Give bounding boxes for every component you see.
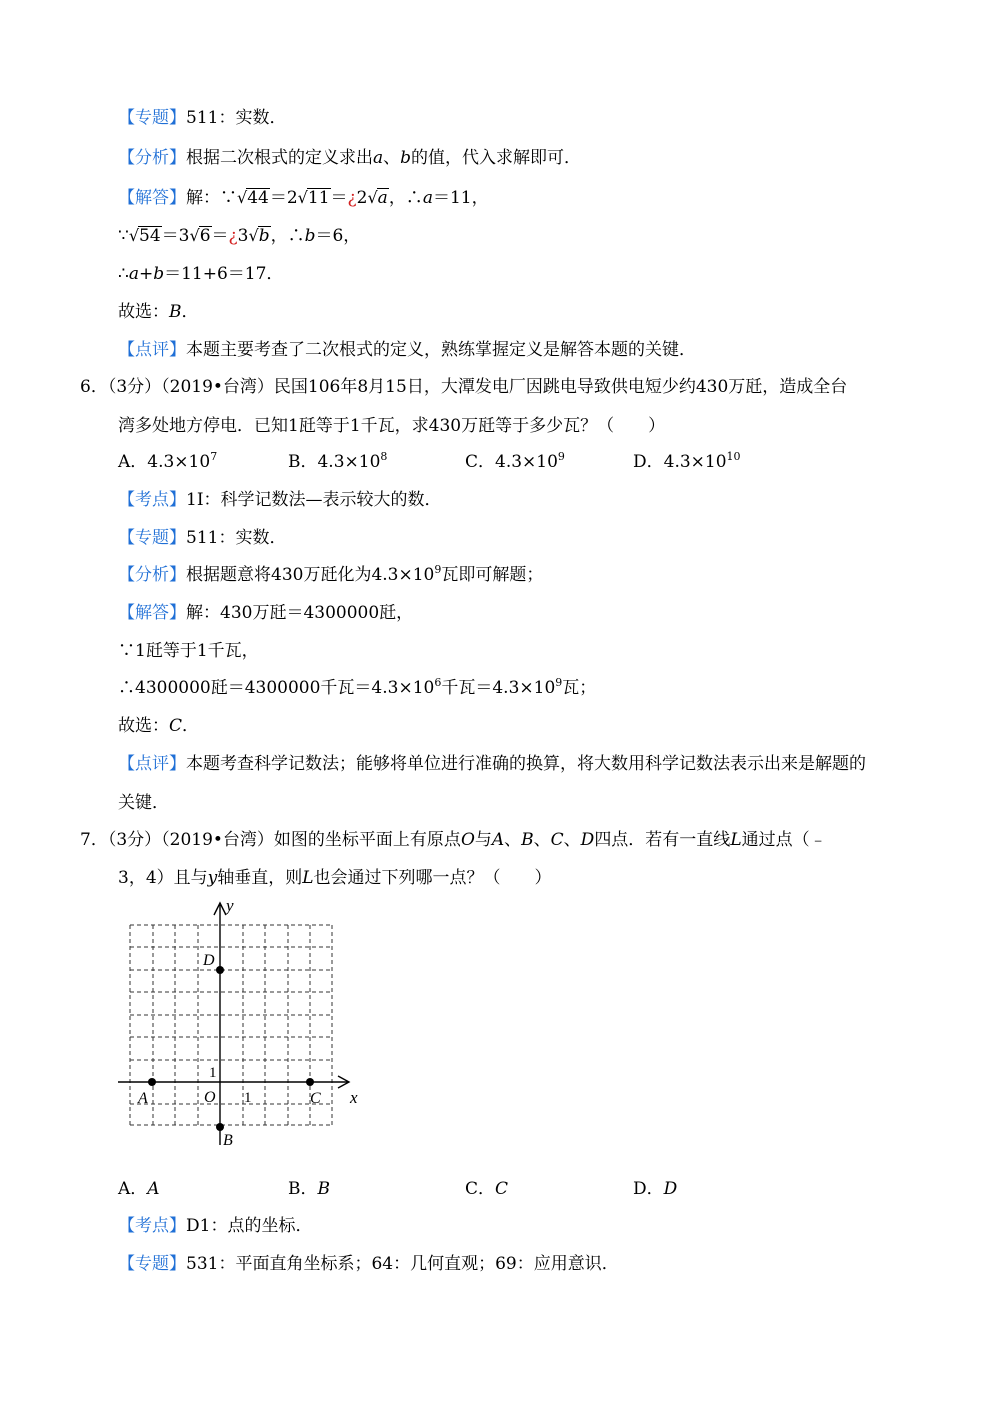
q5-dianping: 【点评】本题主要考查了二次根式的定义，熟练掌握定义是解答本题的关键． [118, 340, 696, 360]
q7-kaodian: 【考点】D1：点的坐标． [118, 1216, 313, 1236]
x-axis-label: x [350, 1088, 358, 1107]
point-c-label: C [310, 1090, 321, 1107]
grid-lines [130, 925, 332, 1125]
tag-kaodian: 【考点】 [118, 490, 186, 510]
q7-option-b[interactable]: B．B [288, 1179, 330, 1199]
tag-zhuanti: 【专题】 [118, 528, 186, 548]
q7-stem-line1: 7．（3分）（2019•台湾）如图的坐标平面上有原点O与A、B、C、D四点．若有一直线L通过点（﹣ [80, 830, 827, 850]
q6-stem-line1: 6．（3分）（2019•台湾）民国106年8月15日，大潭发电厂因跳电导致供电短少约430万瓩，造成全台 [80, 377, 848, 397]
tag-fenxi: 【分析】 [118, 148, 186, 168]
point-a-label: A [138, 1090, 148, 1107]
point-d [216, 966, 224, 974]
q6-option-d[interactable]: D．$4.3\times 10^{10}$ [633, 450, 741, 472]
q6-choose: 故选：C． [118, 716, 200, 736]
tick-label-x-one: 1 [244, 1090, 252, 1106]
tick-label-y-one: 1 [209, 1065, 217, 1081]
q6-stem-line2: 湾多处地方停电．已知1瓩等于1千瓦，求430万瓩等于多少瓦？（ ） [118, 416, 666, 436]
q5-zhuanti: 【专题】511：实数． [118, 108, 287, 128]
point-b-label: B [223, 1132, 233, 1149]
q7-option-d[interactable]: D．D [633, 1179, 678, 1199]
point-d-label: D [203, 952, 215, 969]
q6-kaodian: 【考点】1I：科学记数法—表示较大的数． [118, 490, 442, 510]
tag-dianping: 【点评】 [118, 754, 186, 774]
q6-fenxi: 【分析】根据题意将430万瓩化为$4.3\times 10^9$瓦即可解题； [118, 563, 544, 585]
tag-dianping: 【点评】 [118, 340, 186, 360]
tag-jieda: 【解答】 [118, 188, 186, 208]
tag-kaodian: 【考点】 [118, 1216, 186, 1236]
q6-jieda-line3: ∴4300000瓩＝4300000千瓦$=4.3\times 10^6$千瓦$=4.3\times 10^9$瓦； [118, 676, 597, 698]
q6-dianping-line2: 关键． [118, 793, 169, 813]
q6-jieda-line2: ∵1瓩等于1千瓦， [118, 641, 259, 661]
q5-jieda-line3: ∴a+b＝11+6＝17． [118, 264, 284, 284]
point-b [216, 1123, 224, 1131]
q7-zhuanti: 【专题】531：平面直角坐标系；64：几何直观；69：应用意识． [118, 1254, 619, 1274]
q5-fenxi: 【分析】根据二次根式的定义求出a、b的值，代入求解即可． [118, 148, 582, 168]
coordinate-plane-figure [110, 895, 370, 1155]
q5-jieda-line2: ∵√54＝3√6＝¿3√b，∴b＝6， [118, 226, 361, 246]
q7-option-c[interactable]: C．C [465, 1179, 509, 1199]
q7-stem-line2: 3，4）且与y轴垂直，则L也会通过下列哪一点？（ ） [118, 868, 552, 888]
q5-choose: 故选：B． [118, 302, 199, 322]
q6-option-a[interactable]: A．$4.3\times 10^7$ [118, 450, 218, 472]
tag-zhuanti: 【专题】 [118, 108, 186, 128]
q6-option-b[interactable]: B．$4.3\times 10^8$ [288, 450, 388, 472]
point-a [148, 1078, 156, 1086]
point-c [306, 1078, 314, 1086]
q6-jieda: 【解答】解：430万瓩＝4300000瓩， [118, 603, 414, 623]
y-axis-label: y [226, 896, 234, 915]
q5-jieda: 【解答】解：∵√44＝2√11＝¿2√a，∴a＝11， [118, 188, 489, 208]
q6-option-c[interactable]: C．$4.3\times 10^9$ [465, 450, 565, 472]
tag-zhuanti: 【专题】 [118, 1254, 186, 1274]
tag-fenxi: 【分析】 [118, 565, 186, 585]
tag-jieda: 【解答】 [118, 603, 186, 623]
origin-label: O [204, 1089, 216, 1106]
q6-zhuanti: 【专题】511：实数． [118, 528, 287, 548]
q6-dianping: 【点评】本题考查科学记数法；能够将单位进行准确的换算，将大数用科学记数法表示出来是解题的 [118, 754, 866, 774]
q7-option-a[interactable]: A．A [118, 1179, 160, 1199]
